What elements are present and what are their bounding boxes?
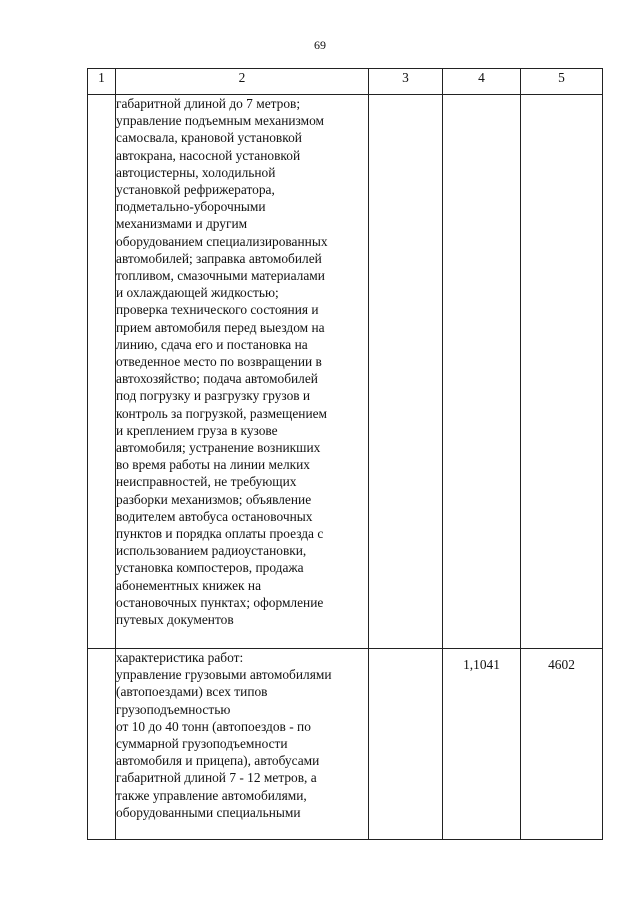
coefficient-cell [443,95,521,649]
work-description-cell: характеристика работ: управление грузовыми автомобилями (автопоездами) всех типов грузоподъемностью от 10 до 40 тонн (автопоездов - по суммарной грузоподъемности автомобиля и прицепа), автобусами габаритной длиной 7 - 12 метров, а также управление автомобилями, оборудованными специальными [116,649,369,840]
table-row [88,95,603,649]
column-header-4: 4 [443,69,521,95]
table-row [88,649,603,840]
tariff-table [87,68,603,840]
column-3-cell [369,649,443,840]
column-header-1: 1 [88,69,116,95]
column-header-5: 5 [521,69,603,95]
page-number: 69 [314,38,326,52]
column-3-cell [369,95,443,649]
column-header-3: 3 [369,69,443,95]
row-number-cell [88,649,116,840]
column-header-2: 2 [116,69,369,95]
coefficient-cell: 1,1041 [443,649,521,840]
amount-cell: 4602 [521,649,603,840]
work-description-cell: габаритной длиной до 7 метров; управление подъемным механизмом самосвала, крановой установкой автокрана, насосной установкой автоцистерны, холодильной установкой рефрижератора, подметально-уборочными механизмами и другим оборудованием специализированных автомобилей; заправка автомобилей топливом, смазочными материалами и охлаждающей жидкостью; проверка технического состояния и прием автомобиля перед выездом на линию, сдача его и постановка на отведенное место по возвращении в автохозяйство; подача автомобилей под погрузку и разгрузку грузов и контроль за погрузкой, размещением и креплением груза в кузове автомобиля; устранение возникших во время работы на линии мелких неисправностей, не требующих разборки механизмов; объявление водителем автобуса остановочных пунктов и порядка оплаты проезда с использованием радиоустановки, установка компостеров, продажа абонементных книжек на остановочных пунктах; оформление путевых документов [116,95,369,649]
table-header-row [88,69,603,95]
row-number-cell [88,95,116,649]
amount-cell [521,95,603,649]
